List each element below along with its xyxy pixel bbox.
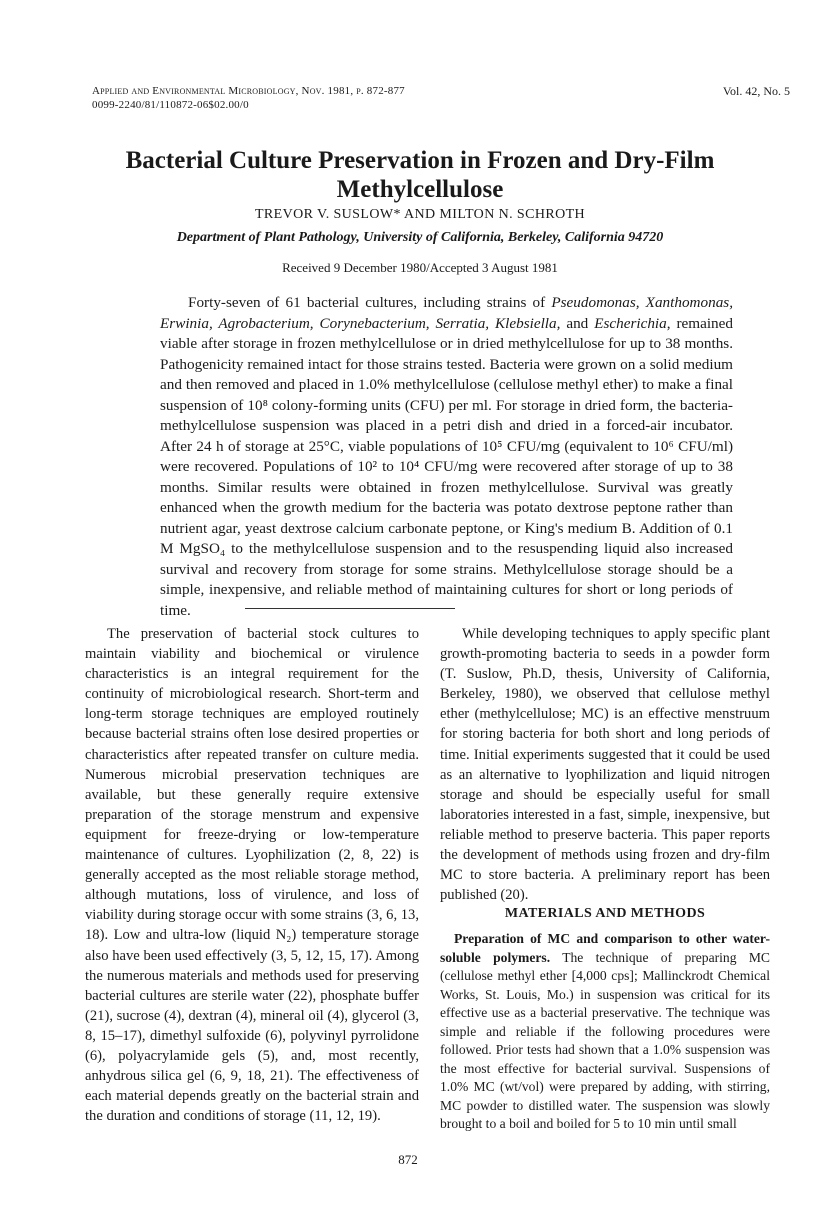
received-dates: Received 9 December 1980/Accepted 3 August 1981: [282, 260, 558, 275]
abstract-and: and: [560, 314, 595, 332]
journal-citation: Applied and Environmental Microbiology, Nov. 1981, p. 872-877: [92, 85, 405, 97]
body-column-left: The preservation of bacterial stock cultures to maintain viability and biochemical or virulence characteristics is an integral requirement for the continuity of microbiological research. Short-term and long-term storage techniques are employed routinely because bacterial strains often lose desired properties or characteristics after repeated transfer on culture media. Numerous microbial preservation techniques are available, but these generally require extensive preparation of the storage menstrum and expensive equipment for freeze-drying or low-temperature maintenance of cultures. Lyophilization (2, 8, 22) is generally accepted as the most reliable storage method, although mutations, loss of virulence, and loss of viability during storage occur with some strains (3, 6, 13, 18). Low and ultra-low (liquid N₂) temperature storage also have been used effectively (3, 5, 12, 15, 17). Among the numerous materials and methods used for preserving bacterial cultures are sterile water (22), phosphate buffer (21), sucrose (4), dextran (4), mineral oil (4), glycerol (3, 8, 15–17), dimethyl sulfoxide (6), polyvinyl pyrrolidone (6), polyacrylamide gels (5), and, most recently, anhydrous silica gel (6, 9, 18, 21). The effectiveness of each material depends greatly on the bacterial strain and the duration and conditions of storage (11, 12, 19).: [85, 626, 419, 1125]
journal-header: [92, 84, 572, 112]
abstract-genera: Pseudomonas, Xanthomonas, Erwinia, Agrobacterium, Corynebacterium, Serratia, Klebsiella,: [160, 294, 733, 332]
author-affiliation: Department of Plant Pathology, University of California, Berkeley, California 94720: [176, 230, 664, 245]
abstract-intro: Forty-seven of 61 bacterial cultures, including strains of: [188, 294, 552, 311]
subsection-heading: Preparation of MC and comparison to other water-soluble polymers.: [440, 931, 770, 965]
methods-text: The technique of preparing MC (cellulose methyl ether [4,000 cps]; Mallinckrodt Chemical Works, St. Louis, Mo.) in suspension was critical for its effective use as a bacterial preservative. The technique was simple and reliable if the following procedures were followed. Prior tests had shown that a 1.0% suspension was the most effective for bacterial survival. Suspensions of 1.0% MC (wt/vol) were prepared by adding, with stirring, MC powder to distilled water. The suspension was slowly brought to a boil and boiled for 5 to 10 min until small: [440, 949, 770, 1131]
abstract-body: , remained viable after storage in frozen methylcellulose or in dried methylcellulose for up to 38 months. Pathogenicity remained intact for those strains tested. Bacteria were grown on a solid medium and then removed and placed in 1.0% methylcellulose (cellulose methyl ether) to make a final suspension of 10⁸ colony-forming units (CFU) per ml. For storage in dried form, the bacteria-methylcellulose suspension was placed in a petri dish and dried in a forced-air incubator. After 24 h of storage at 25°C, viable populations of 10⁵ CFU/mg (equivalent to 10⁶ CFU/ml) were recovered. Populations of 10² to 10⁴ CFU/mg were recovered after storage of up to 38 months. Similar results were obtained in frozen methylcellulose. Survival was greatly enhanced when the growth medium for the bacteria was potato dextrose peptone rather than nutrient agar, yeast dextrose calcium carbonate peptone, or King's medium B. Addition of 0.1 M MgSO₄ to the methylcellulose suspension and to the resuspending liquid also increased survival and recovery from storage for some strains. Methylcellulose storage should be a simple, inexpensive, and reliable method of maintaining cultures for short or long periods of time.: [160, 314, 733, 619]
abstract-divider: [245, 608, 455, 609]
article-title: Bacterial Culture Preservation in Frozen and Dry-Film Methylcellulose: [125, 147, 715, 203]
journal-code: 0099-2240/81/110872-06$02.00/0: [92, 99, 249, 111]
abstract-genus-last: Escherichia: [594, 314, 667, 332]
methods-paragraph: [440, 930, 770, 1134]
body-column-right: While developing techniques to apply specific plant growth-promoting bacteria to seeds in a powder form (T. Suslow, Ph.D, thesis, University of California, Berkeley, 1980), we observed that cellulose methyl ether (methylcellulose; MC) is an effective menstruum for storing bacteria for both short and long periods of time. Initial experiments suggested that it could be used as an alternative to lyophilization and liquid nitrogen storage and should be especially useful for small laboratories interested in a fast, simple, inexpensive, but reliable method to preserve bacteria. This paper reports the development of methods using frozen and dry-film MC to store bacteria. A preliminary report has been published (20).: [440, 626, 770, 904]
abstract: [160, 293, 733, 621]
volume-issue: Vol. 42, No. 5: [722, 84, 790, 98]
page-number: 872: [398, 1152, 418, 1167]
section-heading: MATERIALS AND METHODS: [504, 906, 706, 921]
article-authors: TREVOR V. SUSLOW* AND MILTON N. SCHROTH: [254, 207, 586, 222]
